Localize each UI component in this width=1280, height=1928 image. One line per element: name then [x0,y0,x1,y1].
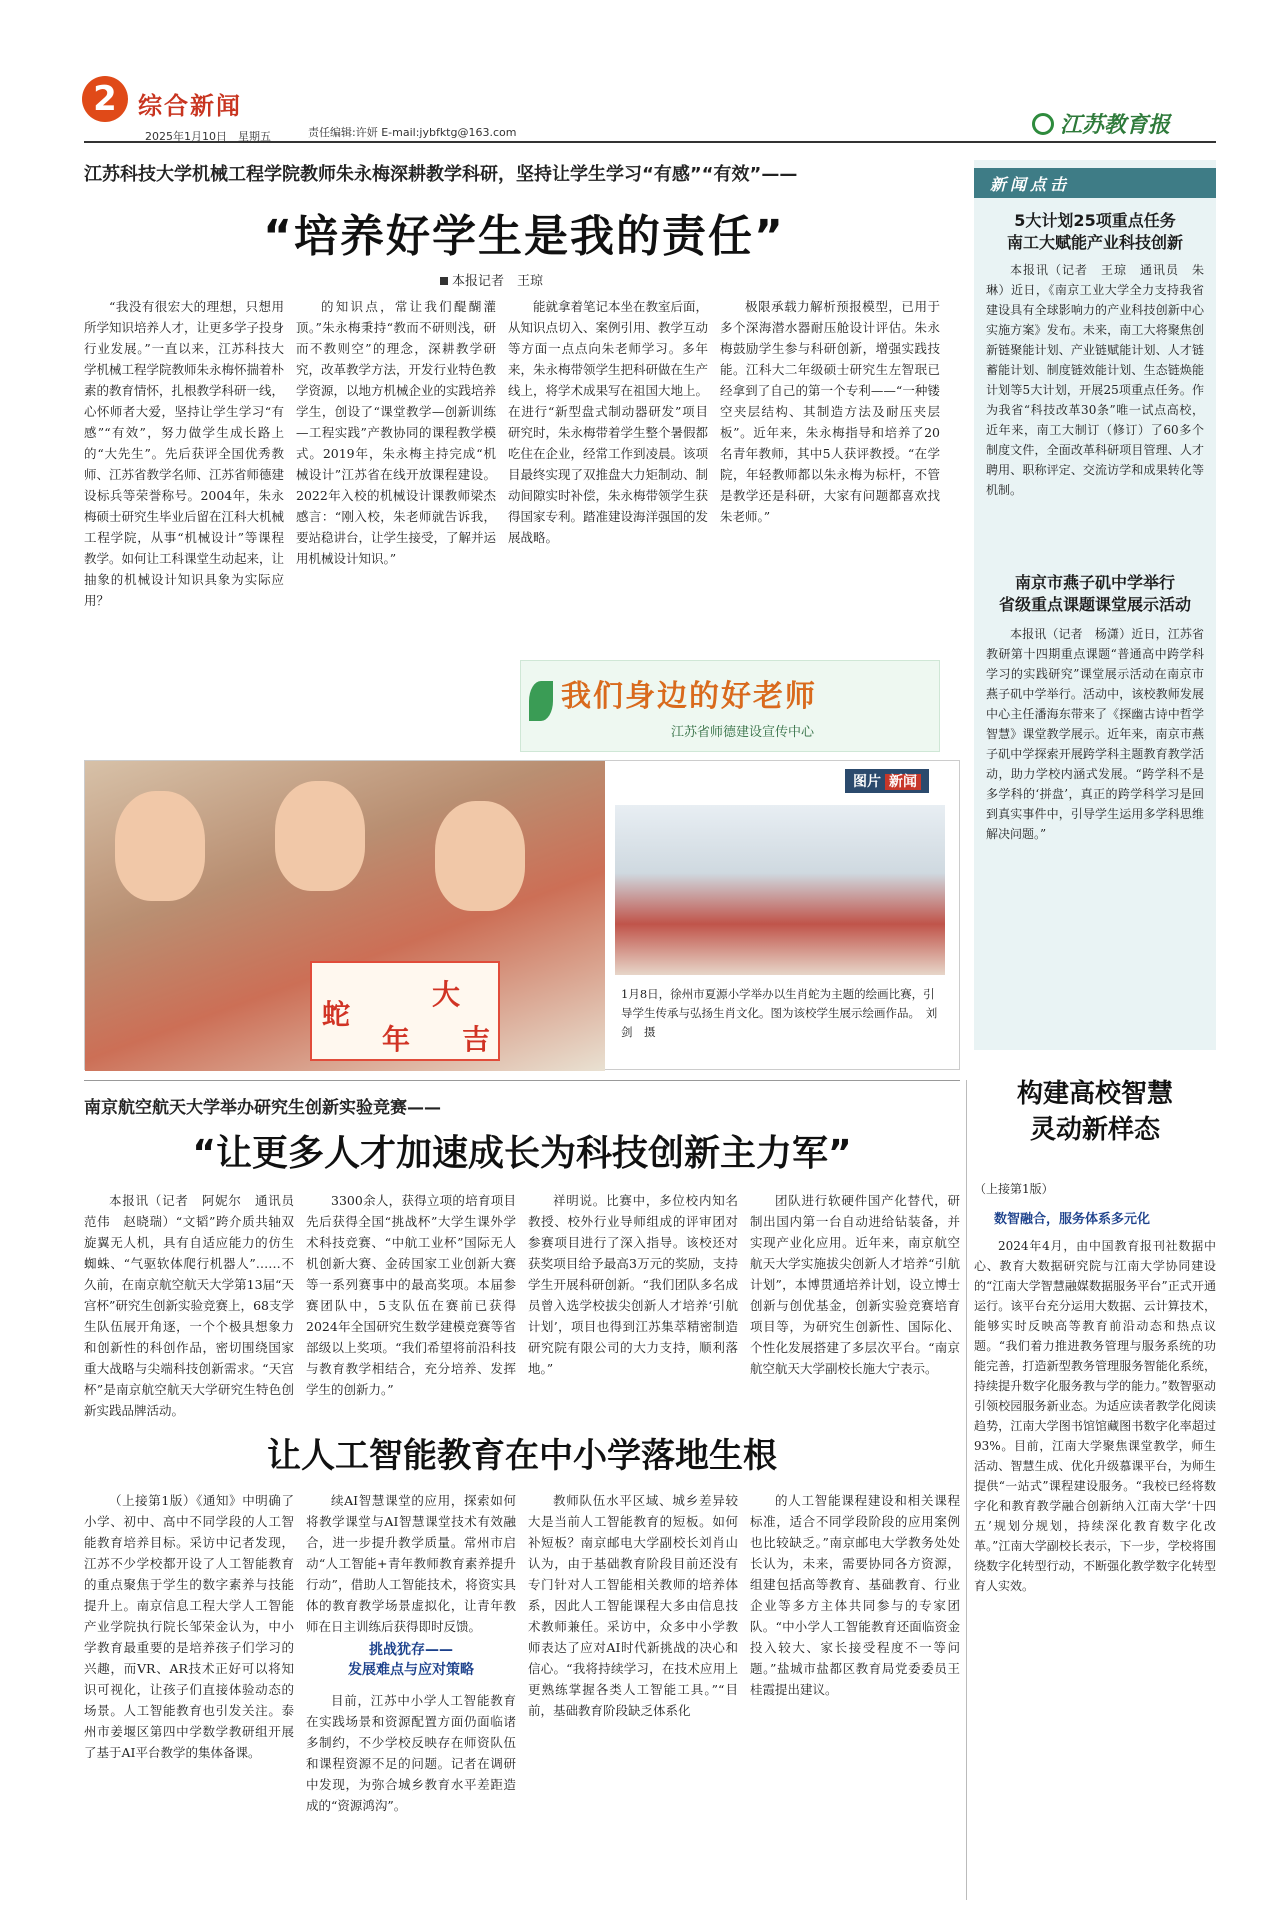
article1-col1 [84,296,284,746]
article2-col3-text: 祥明说。比赛中，多位校内知名教授、校外行业导师组成的评审团对参赛项目进行了深入指导。该校还对获奖项目给予最高3万元的奖励，支持学生开展科研创新。“我们团队多名成员曾入选学校拔尖创新人才培养‘引航计划’，项目也得到江苏集萃精密制造研究院有限公司的大力支持，顺利落地。” [528,1193,738,1376]
right-article-tag: （上接第1版） [974,1182,1054,1196]
sidebar-body-2 [986,624,1204,1034]
newspaper-logo [1032,108,1170,139]
sidebar-body-1-text: 本报讯（记者 王琼 通讯员 朱琳）近日，《南京工业大学全力支持我省建设具有全球影响力的产业科技创新中心实施方案》发布。未来，南工大将聚焦创新链聚能计划、产业链赋能计划、人才链蓄能计划、制度链效能计划、生态链焕能计划等5大计划，开展25项重点任务。作为我省“科技改革30条”唯一试点高校，近年来，南工大制订（修订）了60多个制度文件，全面改革科研项目管理、人才聘用、职称评定、交流访学和成果转化等机制。 [986,263,1204,497]
editor-info: 责任编辑:许妍 E-mail:jybfktg@163.com [308,126,517,139]
banner-subtitle: 江苏省师德建设宣传中心 [671,725,815,740]
article1-lead: 江苏科技大学机械工程学院教师朱永梅深耕教学科研，坚持让学生学习“有感”“有效”—— [84,164,798,185]
tag-a: 图片 [853,774,881,790]
page-number-badge: 2 [82,76,128,122]
sidebar-header-text: 新闻点击 [990,175,1071,194]
child-figure [275,781,365,891]
article3-headline: 让人工智能教育在中小学落地生根 [267,1436,777,1476]
child-figure [115,791,205,901]
sidebar-headline-2: 南京市燕子矶中学举行 省级重点课题课堂展示活动 [998,573,1191,614]
article3-col1 [84,1490,294,1910]
article2-col1 [84,1190,307,1418]
column-divider [966,1080,967,1900]
banner-title: 我们身边的好老师 [561,679,817,714]
card-char: 年 [382,1023,411,1056]
article2-headline: “让更多人才加速成长为科技创新主力军” [192,1133,852,1174]
article1-col4 [720,296,940,652]
secondary-photo [615,805,945,975]
drawing-card [310,961,500,1061]
photo-news-tag [845,769,929,793]
good-teacher-banner [520,660,940,752]
header-rule [84,141,1216,143]
tag-b: 新闻 [885,774,921,790]
article3-col3-text: 教师队伍水平区域、城乡差异较大是当前人工智能教育的短板。如何补短板？南京邮电大学副校长刘肖山认为，由于基础教育阶段目前还没有专门针对人工智能相关教师的培养体系，因此人工智能课程大多由信息技术教师兼任。采访中，众多中小学教师表达了应对AI时代新挑战的决心和信心。“我将持续学习，在技术应用上更熟练掌握各类人工智能工具。”“目前，基础教育阶段缺乏体系化 [528,1493,738,1718]
sidebar-headline-1: 5大计划25项重点任务 南工大赋能产业科技创新 [1006,211,1183,252]
logo-text: 江苏教育报 [1060,112,1171,138]
article3-col2-text: 续AI智慧课堂的应用，探索如何将教学课堂与AI智慧课堂技术有效融合，进一步提升教学质量。常州市启动“人工智能+青年教师教育素养提升行动”，借助人工智能技术，将资实具体的教育教学场景虚拟化，让青年教师在日主训练后获得即时反馈。 [306,1493,516,1634]
sidebar-body-1 [986,260,1204,560]
article1-col3-text: 能就拿着笔记本坐在教室后面，从知识点切入、案例引用、教学互动等方面一点点向朱老师学习。多年来，朱永梅带领学生把科研做在生产线上，将学术成果写在祖国大地上。在进行“新型盘式制动器研发”项目研究时，朱永梅带着学生整个暑假都吃住在企业，经常工作到凌晨。该项目最终实现了双推盘大力矩制动、制动间隙实时补偿，朱永梅带领学生获得国家专利。踏准建设海洋强国的发展战略。 [508,299,709,545]
article1-col3 [508,296,708,652]
photo-caption: 1月8日，徐州市夏源小学举办以生肖蛇为主题的绘画比赛，引导学生传承与弘扬生肖文化。图为该校学生展示绘画作品。 刘剑 摄 [621,987,938,1039]
section-divider [84,1080,960,1081]
masthead [0,0,1280,148]
right-article-headline: 构建高校智慧 灵动新样态 [1016,1079,1173,1145]
article1-byline [440,270,543,289]
article1-col4-text: 极限承载力解析预报模型，已用于多个深海潜水器耐压舱设计评估。朱永梅鼓励学生参与科研创新，增强实践技能。江科大二年级硕士研究生左智珉已经拿到了自己的第一个专利——“一种镂空夹层结构、其制造方法及耐压夹层板”。近年来，朱永梅指导和培养了20名青年教师，其中5人获评教授。“在学院，年轻教师都以朱永梅为标杆，不管是教学还是科研，大家有问题都喜欢找朱老师。” [720,299,940,524]
article3-subhead: 挑战犹存—— 发展难点与应对策略 [348,1642,474,1678]
photo-news [84,760,960,1070]
byline-text: 本报记者 王琼 [452,274,544,289]
article2-col2-text: 3300余人，获得立项的培育项目先后获得全国“挑战杯”大学生课外学术科技竞赛、“中航工业杯”国际无人机创新大赛、金砖国家工业创新大赛等一系列赛事中的最高奖项。本届参赛团队中，5支队伍在赛前已获得2024年全国研究生数学建模竞赛等省部级以上奖项。“我们希望将前沿科技与教育教学相结合，充分培养、发挥学生的创新力。” [306,1193,516,1397]
article2-col1-text: 本报讯（记者 阿妮尔 通讯员 范伟 赵晓瑞）“文韬”跨介质共轴双旋翼无人机，具有自适应能力的仿生蜘蛛、“气驱软体爬行机器人”……不久前，在南京航空航天大学第13届“天宫杯”研究生创新实验竞赛上，68支学生队伍展开角逐，一个个极具想象力和创新性的科创作品，密切围绕国家重大战略与尖端科技创新需求。“天宫杯”是南京航空航天大学研究生特色创新实践品牌活动。 [84,1193,307,1418]
article1-headline: “培养好学生是我的责任” [263,211,785,262]
article1-col2-text: 的知识点，常让我们醍醐灌顶。”朱永梅秉持“教而不研则浅，研而不教则空”的理念，深耕教学研究，改革教学方法，开发行业特色教学资源，以地方机械企业的实践培养学生，创设了“课堂教学—创新训练—工程实践”产教协同的课程教学模式。2019年，朱永梅主持完成“机械设计”江苏省在线开放课程建设。2022年入校的机械设计课教师梁杰感言：“刚入校，朱老师就告诉我，要站稳讲台，让学生接受，了解并运用机械设计知识。” [296,299,497,566]
leaf-icon [529,681,553,721]
article1-col1-text: “我没有很宏大的理想，只想用所学知识培养人才，让更多学子投身行业发展。”一直以来，江苏科技大学机械工程学院教师朱永梅怀揣着朴素的教育情怀，扎根教学科研一线，心怀师者大爱，坚持让学生学习“有感”“有效”，努力做学生成长路上的“大先生”。先后获评全国优秀教师、江苏省教学名师、江苏省师德建设标兵等荣誉称号。2004年，朱永梅硕士研究生毕业后留在江科大机械工程学院，从事“机械设计”等课程教学。如何让工科课堂生动起来，让抽象的机械设计知识具象为实际应用？ [84,299,285,608]
article3-col2 [306,1490,516,1634]
news-click-sidebar [974,160,1216,1050]
child-figure [435,801,525,911]
section-title: 综合新闻 [138,92,242,120]
card-char: 大 [432,978,461,1011]
card-char: 吉 [462,1023,491,1056]
sidebar-body-2-text: 本报讯（记者 杨潇）近日，江苏省教研第十四期重点课题“普通高中跨学科学习的实践研究”课堂展示活动在南京市燕子矶中学举行。活动中，该校教师发展中心主任潘海东带来了《探幽古诗中哲学智慧》课堂教学展示。近年来，南京市燕子矶中学探索开展跨学科主题教育教学活动，助力学校内涵式发展。“跨学科不是多学科的‘拼盘’，真正的跨学科学习是回到真实事件中，引导学生运用多学科思维解决问题。” [986,627,1204,841]
main-photo [85,761,605,1071]
right-article-subhead: 数智融合，服务体系多元化 [994,1212,1151,1227]
byline-square-icon [440,277,448,285]
article2-col4-text: 团队进行软硬件国产化替代，研制出国内第一台自动进给钻装备，并实现产业化应用。近年来，南京航空航天大学实施拔尖创新人才培养“引航计划”，本博贯通培养计划，设立博士创新与创优基金，创新实验竞赛培育项目等，为研究生创新性、国际化、个性化发展搭建了多层次平台。“南京航空航天大学副校长施大宁表示。 [750,1193,960,1376]
article2-lead: 南京航空航天大学举办研究生创新实验竞赛—— [84,1098,441,1118]
article3-col1-text: （上接第1版）《通知》中明确了小学、初中、高中不同学段的人工智能教育培养目标。采访中记者发现，江苏不少学校都开设了人工智能教育的重点聚焦于学生的数字素养与技能提升上。南京信息工程大学人工智能产业学院执行院长邹荣金认为，中小学教育最重要的是培养孩子们学习的兴趣，而VR、AR技术正好可以将知识可视化，让孩子们直接体验动态的场景。人工智能教育也引发关注。泰州市姜堰区第四中学数学教研组开展了基于AI平台教学的集体备课。 [84,1493,294,1760]
article2-col4 [750,1190,960,1410]
right-article-body [974,1236,1216,1906]
card-char: 蛇 [322,998,351,1031]
article3-col2b-text: 目前，江苏中小学人工智能教育在实践场景和资源配置方面仍面临诸多制约，不少学校反映存在师资队伍和课程资源不足的问题。记者在调研中发现，为弥合城乡教育水平差距造成的“资源鸿沟”。 [306,1693,516,1813]
article3-col2b [306,1690,516,1910]
article3-col3 [528,1490,738,1910]
logo-icon [1032,113,1054,135]
article2-col3 [528,1190,738,1410]
article1-col2 [296,296,496,746]
sidebar-header [974,168,1216,198]
article2-col2 [306,1190,516,1410]
article3-col4-text: 的人工智能课程建设和相关课程标准，适合不同学段阶段的应用案例也比较缺乏。”南京邮电大学教务处处长认为，未来，需要协同各方资源，组建包括高等教育、基础教育、行业企业等多方主体共同参与的专家团队。“中小学人工智能教育还面临资金投入较大、家长接受程度不一等问题。”盐城市盐都区教育局党委委员王桂霞提出建议。 [750,1493,960,1697]
right-article-body-text: 2024年4月，由中国教育报刊社数据中心、教育大数据研究院与江南大学协同建设的“江南大学智慧融媒数据服务平台”正式开通运行。该平台充分运用大数据、云计算技术，能够实时反映高等教育前沿动态和热点议题。“我们着力推进教务管理与服务系统的功能完善，打造新型教务管理服务智能化系统，持续提升数字化服务教与学的能力。”数智驱动引领校园服务新业态。为适应读者教学化阅读趋势，江南大学图书馆馆藏图书数字化率超过93%。目前，江南大学聚焦课堂教学，师生活动、智慧生成、优化升级慕课平台，为师生提供“一站式”课程建设服务。“我校已经将数字化和教育教学融合创新纳入江南大学‘十四五’规划分规划，持续深化教育数字化改革。”江南大学副校长表示，下一步，学校将围绕数字化转型行动，不断强化教学数字化转型育人实效。 [974,1239,1216,1593]
article3-col4 [750,1490,960,1910]
issue-date: 2025年1月10日 星期五 [145,130,271,143]
